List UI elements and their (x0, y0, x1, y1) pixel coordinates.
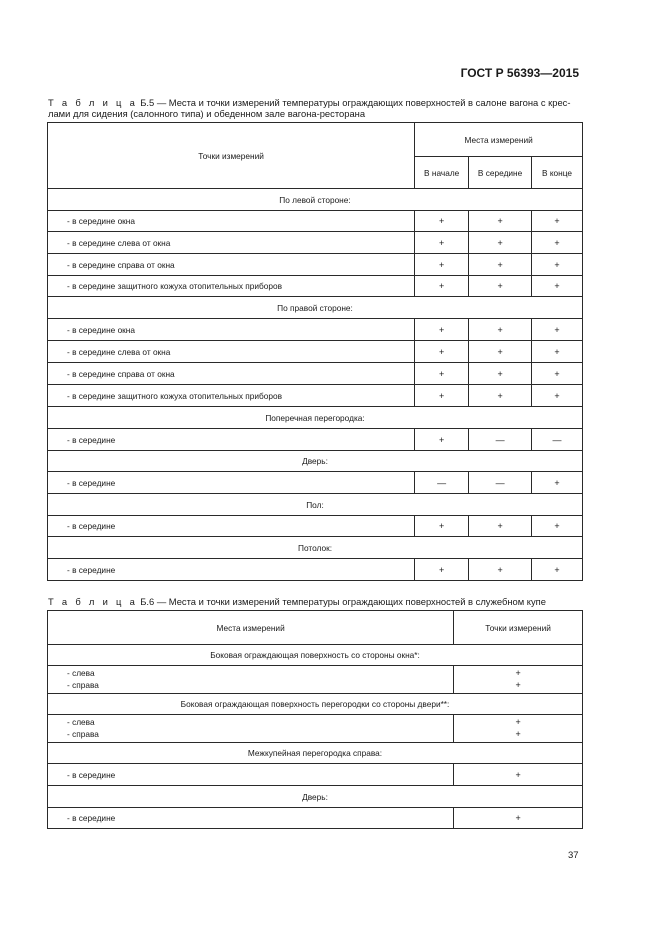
cell-middle: + (469, 211, 532, 232)
cell-start: — (415, 472, 469, 494)
cell-middle: + (469, 276, 532, 297)
row-label: - в середине справа от окна (48, 363, 415, 385)
cell-end: + (532, 363, 583, 385)
cell-middle: + (469, 363, 532, 385)
cell-end: + (532, 319, 583, 341)
cell-middle: + (469, 559, 532, 581)
row-label: - слева (67, 717, 95, 727)
row-mark: + (454, 764, 583, 786)
cell-end: — (532, 429, 583, 451)
row-label: - слева (67, 668, 95, 678)
cell-start: + (415, 254, 469, 276)
table6-header-places: Места измерений (48, 611, 454, 645)
table-row (48, 319, 583, 341)
table6-label: Т а б л и ц а (48, 596, 138, 607)
row-label: - справа (67, 680, 99, 690)
row-label: - в середине защитного кожуха отопительных приборов (48, 385, 415, 407)
table-row (48, 276, 583, 297)
table-row (48, 341, 583, 363)
table6-section-title: Боковая ограждающая поверхность перегородки со стороны двери**: (48, 694, 583, 715)
cell-start: + (415, 559, 469, 581)
page-number: 37 (568, 850, 579, 861)
cell-start: + (415, 319, 469, 341)
cell-end: + (532, 276, 583, 297)
row-mark: + (515, 729, 521, 739)
table-row (48, 715, 583, 743)
cell-middle: — (469, 429, 532, 451)
table5-caption-line1: Б.5 — Места и точки измерений температуры ограждающих поверхностей в салоне вагона с крес- (140, 97, 571, 108)
cell-middle: + (469, 232, 532, 254)
table-row (48, 385, 583, 407)
cell-start: + (415, 341, 469, 363)
cell-start: + (415, 385, 469, 407)
table5 (47, 122, 583, 581)
table5-header-middle: В середине (469, 157, 532, 189)
table-row (48, 472, 583, 494)
table6-section-title: Межкупейная перегородка справа: (48, 743, 583, 764)
row-label: - в середине (48, 559, 415, 581)
row-mark: + (515, 717, 521, 727)
table5-section-title: Потолок: (48, 537, 583, 559)
table5-section-title: По левой стороне: (48, 189, 583, 211)
row-labels (48, 666, 454, 694)
cell-end: + (532, 232, 583, 254)
table-row (48, 764, 583, 786)
table6-section-title: Дверь: (48, 786, 583, 808)
table5-section-title: Пол: (48, 494, 583, 516)
row-label: - в середине (48, 516, 415, 537)
cell-start: + (415, 363, 469, 385)
cell-middle: + (469, 385, 532, 407)
row-label: - в середине (48, 429, 415, 451)
row-mark: + (454, 808, 583, 829)
row-label: - в середине защитного кожуха отопительных приборов (48, 276, 415, 297)
row-marks (454, 666, 583, 694)
row-mark: + (515, 680, 521, 690)
table6-caption-line1: Б.6 — Места и точки измерений температуры ограждающих поверхностей в служебном купе (140, 596, 546, 607)
table-row (48, 559, 583, 581)
table-row (48, 363, 583, 385)
cell-middle: — (469, 472, 532, 494)
table-row (48, 429, 583, 451)
row-label: - справа (67, 729, 99, 739)
cell-middle: + (469, 341, 532, 363)
table5-section-title: По правой стороне: (48, 297, 583, 319)
table5-header-start: В начале (415, 157, 469, 189)
table-row (48, 666, 583, 694)
cell-end: + (532, 254, 583, 276)
standard-number: ГОСТ Р 56393—2015 (460, 66, 579, 80)
row-label: - в середине (48, 808, 454, 829)
table5-header-end: В конце (532, 157, 583, 189)
table-row (48, 808, 583, 829)
cell-end: + (532, 385, 583, 407)
row-label: - в середине слева от окна (48, 341, 415, 363)
cell-middle: + (469, 254, 532, 276)
cell-start: + (415, 516, 469, 537)
cell-start: + (415, 276, 469, 297)
cell-end: + (532, 559, 583, 581)
table6-section-title: Боковая ограждающая поверхность со стороны окна*: (48, 645, 583, 666)
row-label: - в середине окна (48, 319, 415, 341)
table5-section-title: Поперечная перегородка: (48, 407, 583, 429)
row-labels (48, 715, 454, 743)
table6 (47, 610, 583, 829)
row-label: - в середине справа от окна (48, 254, 415, 276)
table5-header-points: Точки измерений (48, 123, 415, 189)
row-marks (454, 715, 583, 743)
table5-caption-line2: лами для сидения (салонного типа) и обеденном зале вагона-ресторана (48, 108, 366, 119)
table6-caption (48, 596, 588, 607)
table6-header-points: Точки измерений (454, 611, 583, 645)
row-label: - в середине (48, 764, 454, 786)
table-row (48, 211, 583, 232)
table5-header-places: Места измерений (415, 123, 583, 157)
cell-middle: + (469, 516, 532, 537)
row-mark: + (515, 668, 521, 678)
table-row (48, 254, 583, 276)
table5-caption (48, 97, 588, 119)
cell-start: + (415, 232, 469, 254)
cell-start: + (415, 211, 469, 232)
row-label: - в середине окна (48, 211, 415, 232)
cell-end: + (532, 341, 583, 363)
cell-end: + (532, 472, 583, 494)
cell-start: + (415, 429, 469, 451)
cell-end: + (532, 516, 583, 537)
cell-middle: + (469, 319, 532, 341)
row-label: - в середине (48, 472, 415, 494)
cell-end: + (532, 211, 583, 232)
table5-label: Т а б л и ц а (48, 97, 138, 108)
table-row (48, 516, 583, 537)
row-label: - в середине слева от окна (48, 232, 415, 254)
table5-section-title: Дверь: (48, 451, 583, 472)
table-row (48, 232, 583, 254)
